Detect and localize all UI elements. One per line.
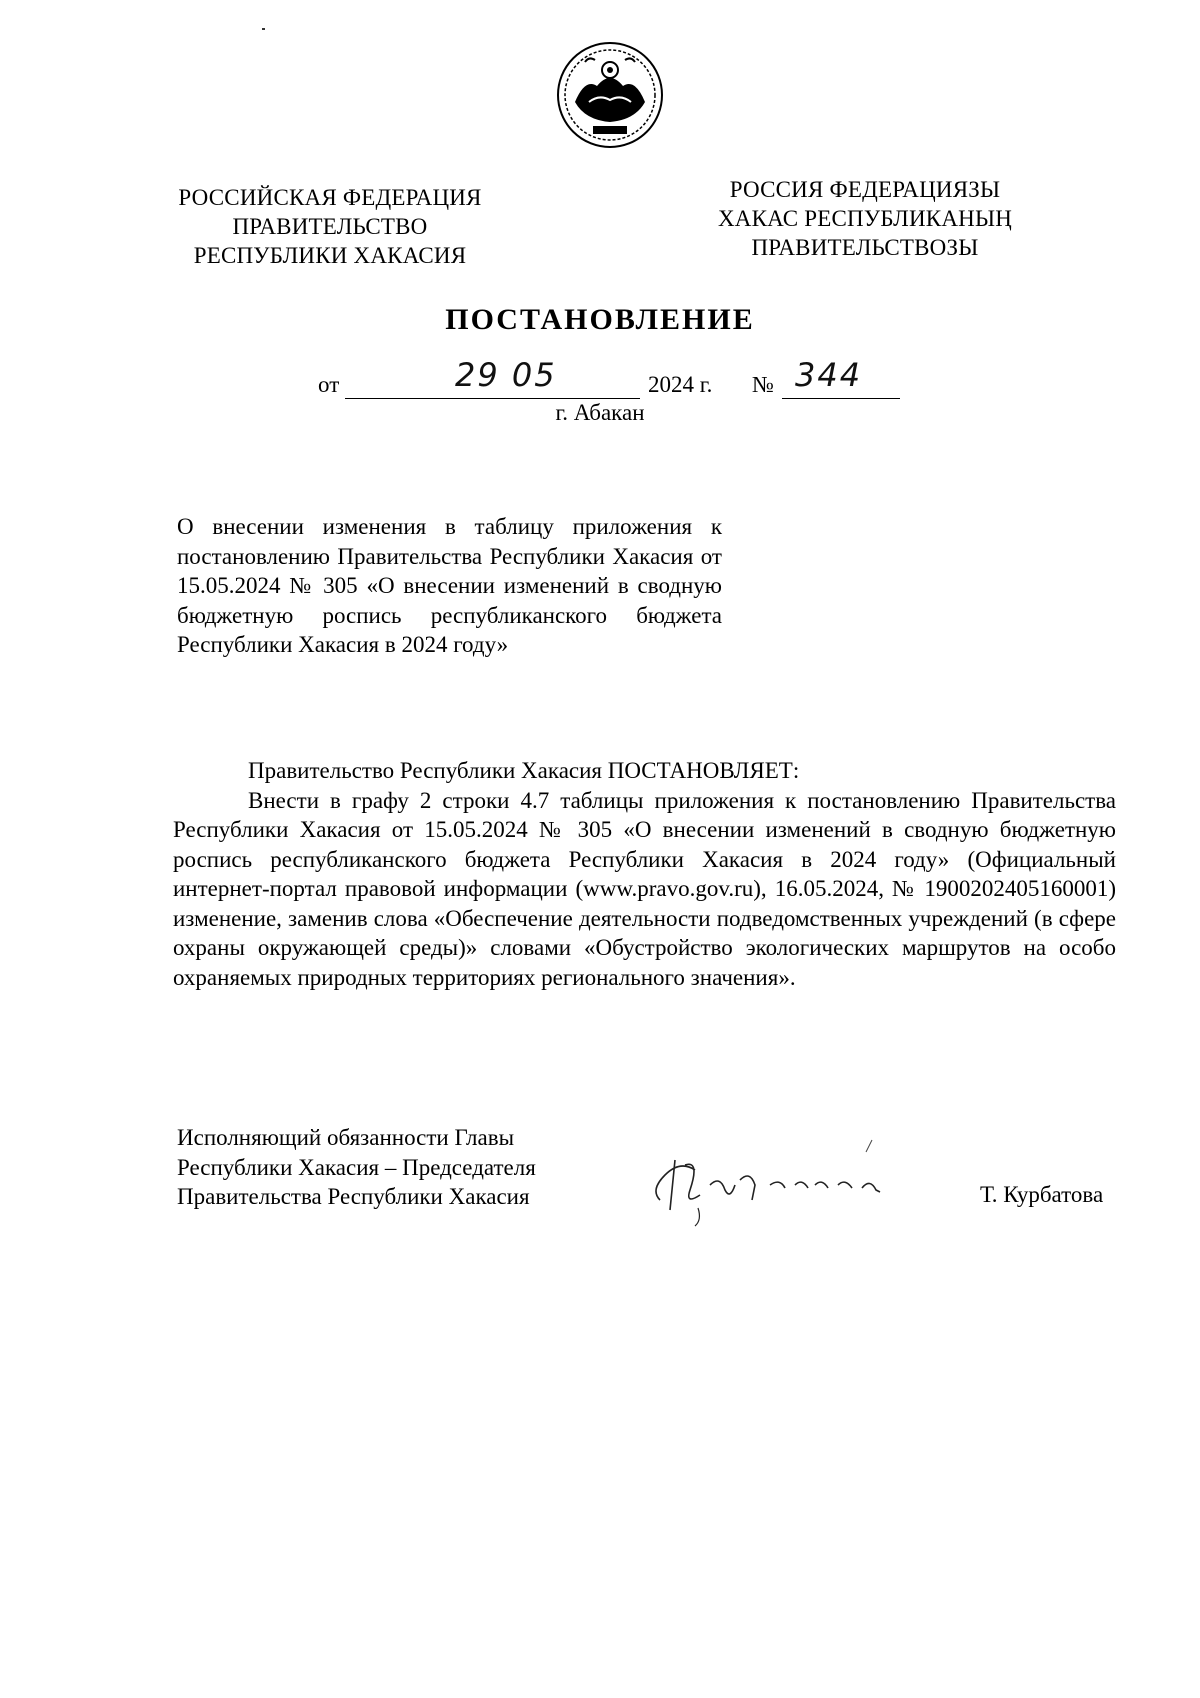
header-right-line-3: ПРАВИТЕЛЬСТВОЗЫ [751, 235, 979, 260]
scan-speck [262, 28, 265, 30]
signatory-position [177, 1123, 536, 1212]
date-prefix: от [318, 372, 340, 397]
header-right [690, 175, 1040, 262]
header-left-line-2: ПРАВИТЕЛЬСТВО [232, 214, 428, 239]
date-year: 2024 г. [648, 372, 713, 397]
document-subject: О внесении изменения в таблицу приложения к постановлению Правительства Республики Хакасия от 15.05.2024 № 305 «О внесении изменений в сводную бюджетную роспись республиканского бюджета Республики Хакасия в 2024 году» [177, 514, 722, 657]
header-left [150, 183, 510, 270]
header-right-line-2: ХАКАС РЕСПУБЛИКАНЫҢ [717, 206, 1013, 231]
signatory-position-line-3: Правительства Республики Хакасия [177, 1184, 530, 1209]
date-underline [345, 398, 640, 399]
date-line [0, 356, 1200, 402]
header-left-line-3: РЕСПУБЛИКИ ХАКАСИЯ [193, 243, 467, 268]
signatory-position-line-1: Исполняющий обязанности Главы [177, 1125, 515, 1150]
header-right-line-1: РОССИЯ ФЕДЕРАЦИЯЗЫ [729, 177, 1001, 202]
document-body [173, 756, 1116, 992]
document-title: ПОСТАНОВЛЕНИЕ [445, 303, 755, 336]
body-text: Внести в графу 2 строки 4.7 таблицы приложения к постановлению Правительства Республики Хакасия от 15.05.2024 № 305 «О внесении изменений в сводную бюджетную роспись республиканского бюджета Республики Хакасия в 2024 году» (Официальный интернет-портал правовой информации (www.pravo.gov.ru), 16.05.2024, № 1900202405160001) изменение, заменив слова «Обеспечение деятельности подведомственных учреждений (в сфере охраны окружающей среды)» словами «Обустройство экологических маршрутов на особо охраняемых природных территориях регионального значения». [173, 787, 1116, 990]
signatory-name: Т. Курбатова [980, 1182, 1104, 1207]
handwritten-signature [640, 1130, 940, 1230]
coat-of-arms-emblem [555, 40, 665, 150]
city: г. Абакан [555, 400, 645, 425]
header-left-line-1: РОССИЙСКАЯ ФЕДЕРАЦИЯ [178, 185, 482, 210]
number-label: № [752, 372, 774, 397]
handwritten-date: 29 05 [455, 356, 557, 394]
number-underline [782, 398, 900, 399]
handwritten-number: 344 [795, 356, 863, 394]
body-intro: Правительство Республики Хакасия ПОСТАНОВЛЯЕТ: [248, 758, 800, 783]
signatory-position-line-2: Республики Хакасия – Председателя [177, 1154, 536, 1180]
